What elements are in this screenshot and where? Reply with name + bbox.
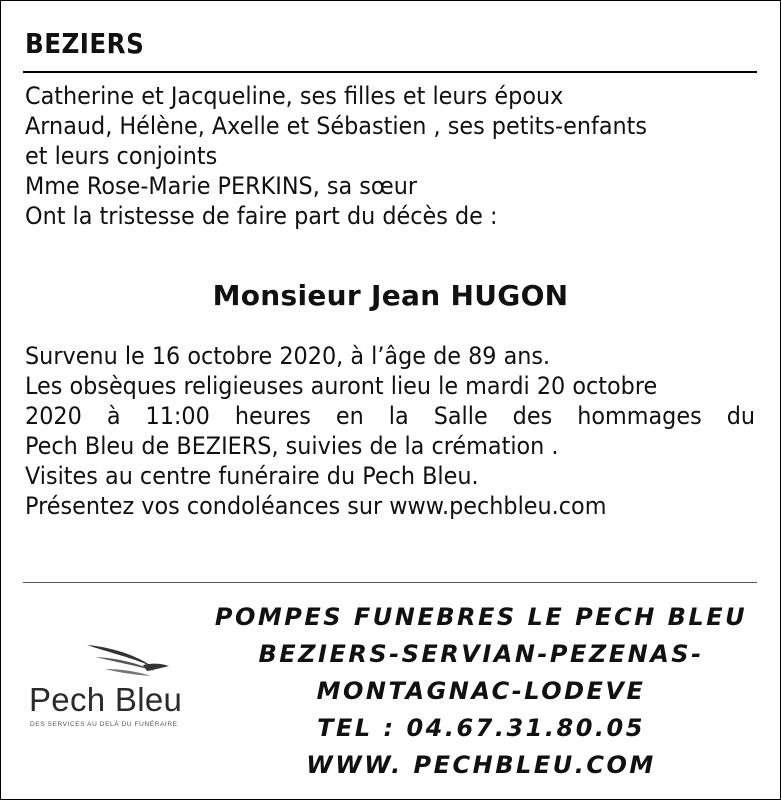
family-line: Catherine et Jacqueline, ses filles et leurs époux	[25, 82, 564, 110]
details-line: Survenu le 16 octobre 2020, à l’âge de 89 ans.	[25, 342, 551, 370]
top-divider	[23, 71, 757, 73]
details-line: Visites au centre funéraire du Pech Bleu.	[25, 462, 479, 490]
bottom-divider	[23, 582, 757, 583]
family-line: Mme Rose-Marie PERKINS, sa sœur	[25, 172, 418, 200]
family-line: et leurs conjoints	[25, 142, 218, 170]
pech-bleu-logo	[21, 641, 211, 736]
company-website: WWW. PECHBLEU.COM	[306, 751, 656, 779]
details-line: 2020 à 11:00 heures en la Salle des hommages du	[25, 402, 756, 430]
company-line: MONTAGNAC-LODEVE	[316, 677, 646, 705]
deceased-name: Monsieur Jean HUGON	[212, 279, 569, 312]
city-heading: BEZIERS	[25, 27, 145, 60]
company-phone: TEL : 04.67.31.80.05	[317, 714, 645, 742]
details-line: Pech Bleu de BEZIERS, suivies de la crémation .	[25, 432, 559, 460]
funeral-home-info	[191, 599, 771, 784]
family-line: Arnaud, Hélène, Axelle et Sébastien , ses petits-enfants	[25, 112, 648, 140]
family-announcement	[25, 81, 732, 231]
company-line: POMPES FUNEBRES LE PECH BLEU	[214, 603, 748, 631]
family-line: Ont la tristesse de faire part du décès de :	[25, 202, 498, 230]
company-line: BEZIERS-SERVIAN-PEZENAS-	[258, 640, 704, 668]
logo-wordmark: Pech Bleu	[29, 681, 183, 718]
funeral-details	[25, 341, 755, 521]
logo-tagline: DES SERVICES AU DELÀ DU FUNÉRAIRE	[30, 721, 178, 728]
details-line: Présentez vos condoléances sur www.pechbleu.com	[25, 492, 607, 520]
dove-wing-icon	[81, 641, 176, 681]
details-line: Les obsèques religieuses auront lieu le mardi 20 octobre	[25, 372, 658, 400]
